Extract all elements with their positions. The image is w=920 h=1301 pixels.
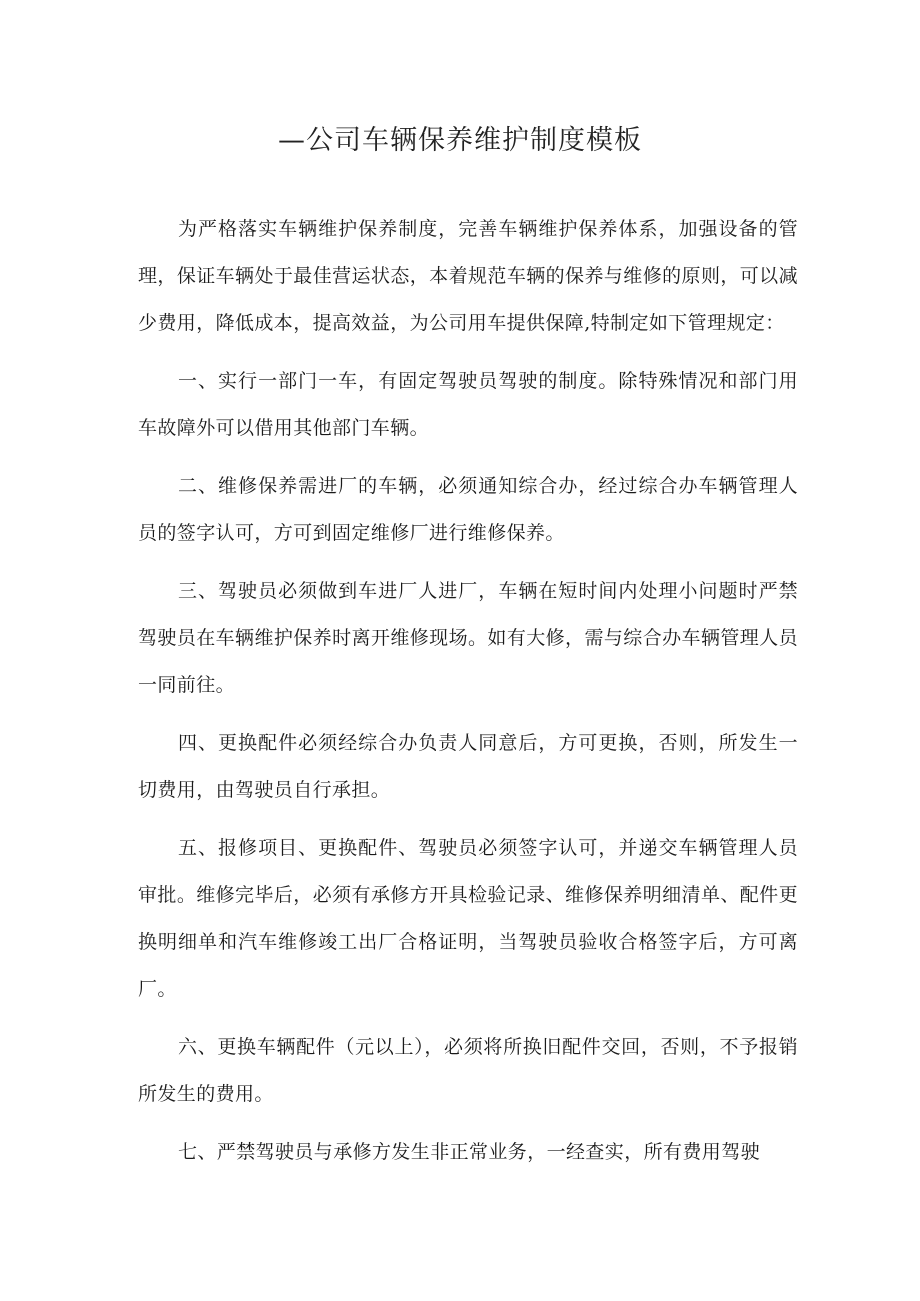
document-title: —公司车辆保养维护制度模板	[278, 125, 642, 156]
paragraph-rule-7: 七、严禁驾驶员与承修方发生非正常业务，一经查实，所有费用驾驶	[178, 1141, 761, 1163]
paragraph-rule-2: 二、维修保养需进厂的车辆，必须通知综合办，经过综合办车辆管理人员的签字认可，方可到固定维修厂进行维修保养。	[138, 475, 798, 544]
paragraph-rule-6: 六、更换车辆配件（元以上），必须将所换旧配件交回，否则，不予报销所发生的费用。	[138, 1036, 798, 1105]
paragraph-rule-1: 一、实行一部门一车，有固定驾驶员驾驶的制度。除特殊情况和部门用车故障外可以借用其他部门车辆。	[138, 370, 798, 439]
paragraph-intro: 为严格落实车辆维护保养制度，完善车辆维护保养体系，加强设备的管理，保证车辆处于最佳营运状态，本着规范车辆的保养与维修的原则，可以减少费用，降低成本，提高效益，为公司用车提供保障,特制定如下管理规定：	[138, 218, 798, 334]
paragraph-rule-4: 四、更换配件必须经综合办负责人同意后，方可更换，否则，所发生一切费用，由驾驶员自行承担。	[138, 732, 798, 801]
paragraph-rule-3: 三、驾驶员必须做到车进厂人进厂，车辆在短时间内处理小问题时严禁驾驶员在车辆维护保养时离开维修现场。如有大修，需与综合办车辆管理人员一同前往。	[138, 580, 798, 696]
paragraph-rule-5: 五、报修项目、更换配件、驾驶员必须签字认可，并递交车辆管理人员审批。维修完毕后，必须有承修方开具检验记录、维修保养明细清单、配件更换明细单和汽车维修竣工出厂合格证明，当驾驶员验收合格签字后，方可离厂。	[138, 837, 798, 1000]
document-body	[138, 206, 798, 1187]
